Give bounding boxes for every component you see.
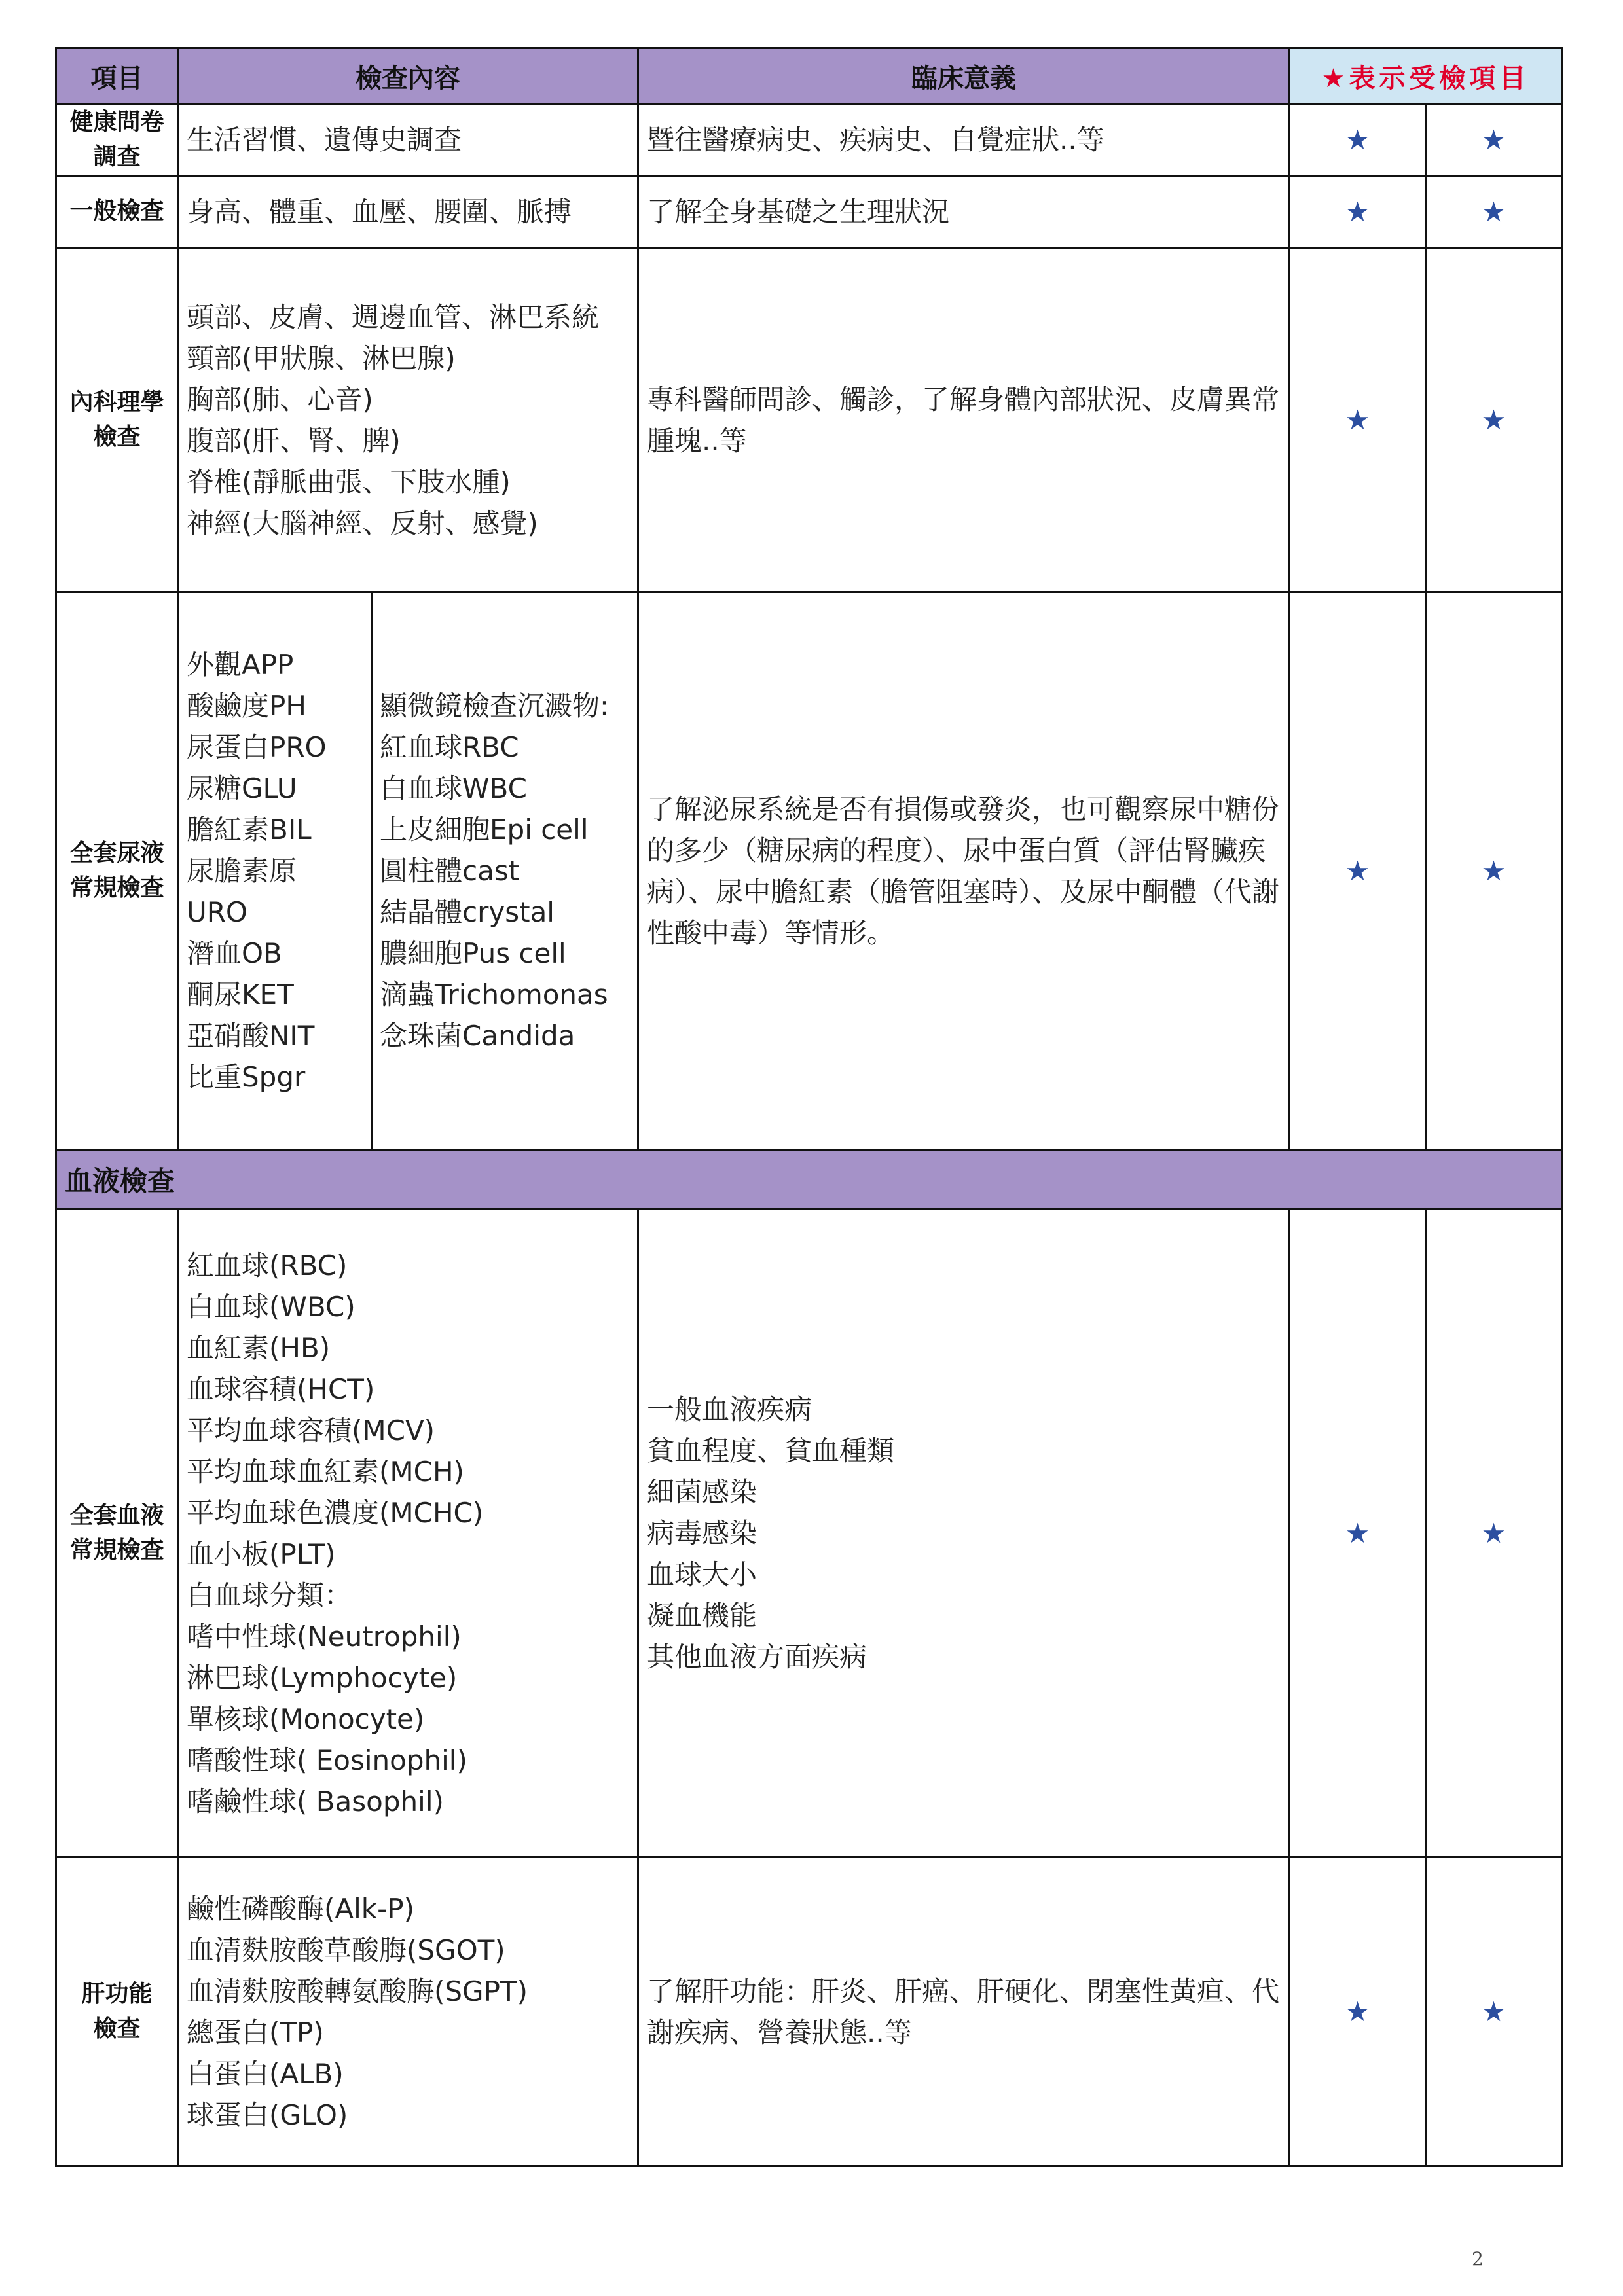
content-cell: 紅血球(RBC) 白血球(WBC) 血紅素(HB) 血球容積(HCT) 平均血球容積(MCV) 平均血球血紅素(MCH) 平均血球色濃度(MCHC) 血小板(PLT) 白血球分類： 嗜中性球(Neutrophil) 淋巴球(Lymphocyte) 單核球(Monocyte) 嗜酸性球( Eosinophil) 嗜鹼性球( Basophil) bbox=[178, 1210, 638, 1857]
meaning-cell: 了解泌尿系統是否有損傷或發炎，也可觀察尿中糖份的多少（糖尿病的程度）、尿中蛋白質（評估腎臟疾病）、尿中膽紅素（膽管阻塞時）、及尿中酮體（代謝性酸中毒）等情形。 bbox=[638, 592, 1290, 1150]
star-icon: ★ bbox=[1426, 1210, 1562, 1857]
header-star-legend: ★表示受檢項目 bbox=[1290, 48, 1562, 104]
health-check-table-sheet bbox=[55, 47, 1561, 2167]
star-icon: ★ bbox=[1426, 1857, 1562, 2166]
table-row-general bbox=[56, 176, 1562, 248]
table-row-blood bbox=[56, 1210, 1562, 1857]
table-row-questionnaire bbox=[56, 104, 1562, 176]
star-icon: ★ bbox=[1290, 104, 1426, 176]
content-cell-microscopy: 顯微鏡檢查沉澱物: 紅血球RBC 白血球WBC 上皮細胞Epi cell 圓柱體cast 結晶體crystal 膿細胞Pus cell 滴蟲Trichomonas 念珠菌Candida bbox=[373, 592, 638, 1150]
item-label: 全套尿液 常規檢查 bbox=[56, 592, 178, 1150]
meaning-cell: 暨往醫療病史、疾病史、自覺症狀..等 bbox=[638, 104, 1290, 176]
star-icon: ★ bbox=[1290, 176, 1426, 248]
header-item: 項目 bbox=[56, 48, 178, 104]
star-icon: ★ bbox=[1290, 248, 1426, 592]
star-icon: ★ bbox=[1426, 248, 1562, 592]
star-icon: ★ bbox=[1290, 592, 1426, 1150]
star-icon: ★ bbox=[1426, 104, 1562, 176]
content-cell: 生活習慣、遺傳史調查 bbox=[178, 104, 638, 176]
table-row-internal bbox=[56, 248, 1562, 592]
star-icon: ★ bbox=[1290, 1857, 1426, 2166]
item-label: 一般檢查 bbox=[56, 176, 178, 248]
content-cell-dipstick: 外觀APP 酸鹼度PH 尿蛋白PRO 尿糖GLU 膽紅素BIL 尿膽素原 URO 潛血OB 酮尿KET 亞硝酸NIT 比重Spgr bbox=[178, 592, 373, 1150]
star-icon: ★ bbox=[1426, 592, 1562, 1150]
item-label: 全套血液 常規檢查 bbox=[56, 1210, 178, 1857]
table-header-row bbox=[56, 48, 1562, 104]
meaning-cell: 一般血液疾病 貧血程度、貧血種類 細菌感染 病毒感染 血球大小 凝血機能 其他血液方面疾病 bbox=[638, 1210, 1290, 1857]
health-check-table bbox=[55, 47, 1563, 2167]
section-row-blood bbox=[56, 1150, 1562, 1210]
content-cell: 身高、體重、血壓、腰圍、脈搏 bbox=[178, 176, 638, 248]
meaning-cell: 專科醫師問診、觸診，了解身體內部狀況、皮膚異常腫塊..等 bbox=[638, 248, 1290, 592]
content-cell: 鹼性磷酸酶(Alk-P) 血清麩胺酸草酸脢(SGOT) 血清麩胺酸轉氨酸脢(SGPT) 總蛋白(TP) 白蛋白(ALB) 球蛋白(GLO) bbox=[178, 1857, 638, 2166]
item-label: 健康問卷 調查 bbox=[56, 104, 178, 176]
item-label: 肝功能 檢查 bbox=[56, 1857, 178, 2166]
star-icon: ★ bbox=[1426, 176, 1562, 248]
header-meaning: 臨床意義 bbox=[638, 48, 1290, 104]
section-title: 血液檢查 bbox=[56, 1150, 1562, 1210]
table-row-urine bbox=[56, 592, 1562, 1150]
meaning-cell: 了解全身基礎之生理狀況 bbox=[638, 176, 1290, 248]
page-number: 2 bbox=[1472, 2248, 1484, 2270]
star-icon: ★ bbox=[1290, 1210, 1426, 1857]
header-content: 檢查內容 bbox=[178, 48, 638, 104]
content-cell: 頭部、皮膚、週邊血管、淋巴系統 頸部(甲狀腺、淋巴腺) 胸部(肺、心音) 腹部(肝、腎、脾) 脊椎(靜脈曲張、下肢水腫) 神經(大腦神經、反射、感覺) bbox=[178, 248, 638, 592]
item-label: 內科理學 檢查 bbox=[56, 248, 178, 592]
meaning-cell: 了解肝功能：肝炎、肝癌、肝硬化、閉塞性黃疸、代謝疾病、營養狀態..等 bbox=[638, 1857, 1290, 2166]
table-row-liver bbox=[56, 1857, 1562, 2166]
